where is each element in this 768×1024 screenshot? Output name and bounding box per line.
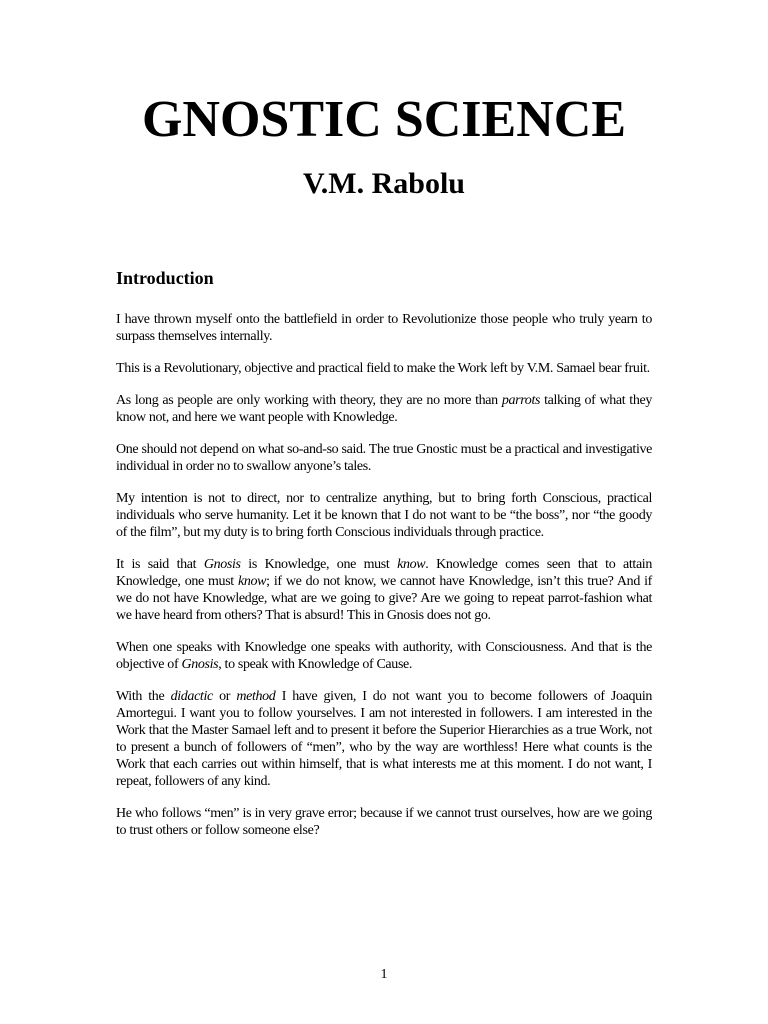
italic-text: didactic xyxy=(170,689,213,704)
body-paragraph xyxy=(116,805,652,839)
paragraph-text: talking of what they know not, and here we want people with Knowledge. xyxy=(116,393,652,425)
body-paragraph xyxy=(116,556,652,624)
document-author: V.M. Rabolu xyxy=(303,167,465,200)
paragraph-text: When one speaks with Knowledge one speaks with authority, with Consciousness. And that is the objective of xyxy=(116,640,652,672)
paragraph-text: It is said that xyxy=(116,557,204,572)
italic-text: Gnosis xyxy=(203,557,241,572)
body-paragraph xyxy=(116,639,652,673)
section-heading: Introduction xyxy=(116,268,214,288)
page-number: 1 xyxy=(380,967,388,982)
italic-text: know xyxy=(238,574,267,589)
body-paragraph xyxy=(116,688,652,790)
italic-text: method xyxy=(236,689,276,704)
document-body xyxy=(116,311,652,854)
italic-text: know xyxy=(397,557,426,572)
document-title: GNOSTIC SCIENCE xyxy=(141,91,627,148)
paragraph-text: I have thrown myself onto the battlefield in order to Revolutionize those people who truly yearn to surpass themselves internally. xyxy=(116,312,652,344)
paragraph-text: With the xyxy=(116,689,171,704)
paragraph-text: One should not depend on what so-and-so said. The true Gnostic must be a practical and investigative individual in order no to swallow anyone’s tales. xyxy=(116,442,652,474)
body-paragraph xyxy=(116,392,652,426)
paragraph-text: or xyxy=(212,689,237,704)
body-paragraph xyxy=(116,311,652,345)
paragraph-text: I have given, I do not want you to become followers of Joaquin Amortegui. I want you to follow yourselves. I am not interested in followers. I am interested in the Work that the Master Samael left and to present it before the Superior Hierarchies as a true Work, not to present a bunch of followers of “men”, who by the way are worthless! Here what counts is the Work that each carries out within himself, that is what interests me at this moment. I do not want, I repeat, followers of any kind. xyxy=(116,689,653,789)
paragraph-text: This is a Revolutionary, objective and practical field to make the Work left by V.M. Samael bear fruit. xyxy=(116,361,650,376)
italic-text: Gnosis xyxy=(181,657,219,672)
italic-text: parrots xyxy=(501,393,541,408)
paragraph-text: . Knowledge comes seen that to attain Knowledge, one must xyxy=(116,557,653,589)
body-paragraph xyxy=(116,490,652,541)
paragraph-text: is Knowledge, one must xyxy=(240,557,398,572)
paragraph-text: He who follows “men” is in very grave error; because if we cannot trust ourselves, how are we going to trust others or follow someone else? xyxy=(116,806,652,838)
body-paragraph xyxy=(116,360,652,377)
paragraph-text: ; if we do not know, we cannot have Knowledge, isn’t this true? And if we do not have Knowledge, what are we going to give? Are we going to repeat parrot-fashion what we have heard from others? That is absurd! This in Gnosis does not go. xyxy=(116,574,652,623)
paragraph-text: My intention is not to direct, nor to centralize anything, but to bring forth Conscious, practical individuals who serve humanity. Let it be known that I do not want to be “the boss”, nor “the goody of the film”, but my duty is to bring forth Conscious individuals through practice. xyxy=(116,491,652,540)
body-paragraph xyxy=(116,441,652,475)
paragraph-text: As long as people are only working with theory, they are no more than xyxy=(116,393,502,408)
paragraph-text: , to speak with Knowledge of Cause. xyxy=(218,657,413,672)
